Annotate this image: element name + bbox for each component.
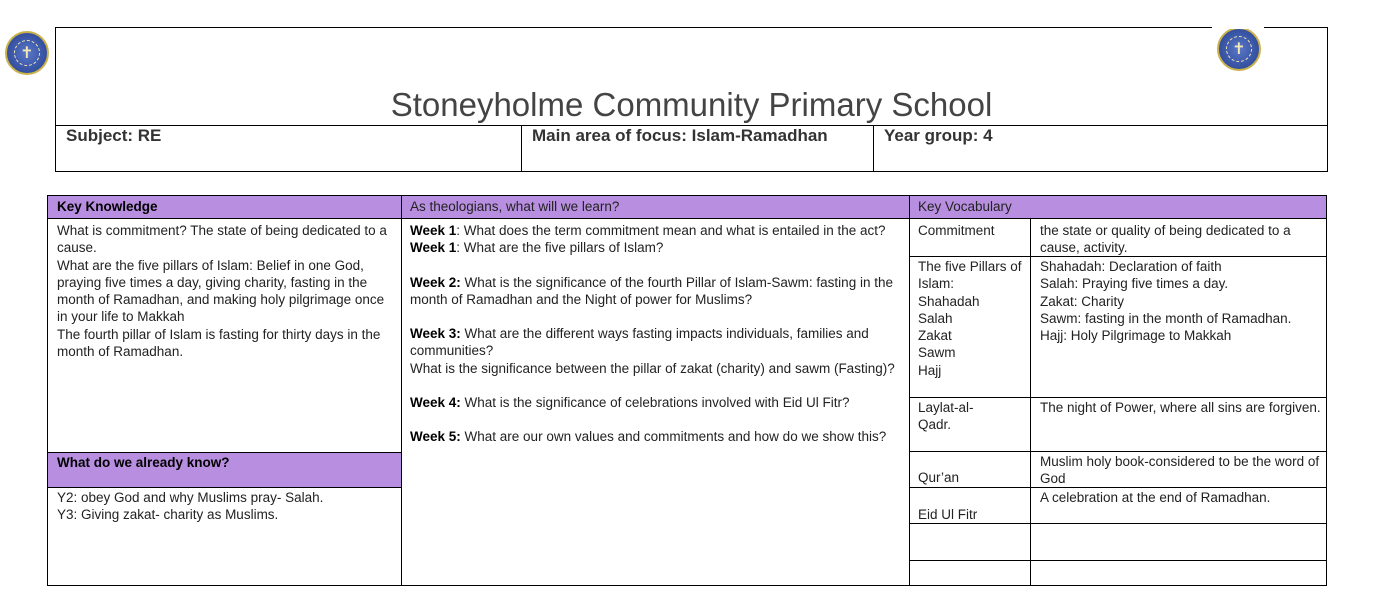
vocab-term: Qur’an [918, 470, 960, 485]
divider [910, 451, 1326, 452]
divider [48, 452, 401, 453]
key-knowledge-line: The fourth pillar of Islam is fasting for thirty days in the month of Ramadhan. [57, 326, 381, 360]
vocab-definition: A celebration at the end of Ramadhan. [1040, 490, 1271, 505]
focus-label: Main area of focus: Islam-Ramadhan [522, 126, 874, 171]
week-label: Week 1 [410, 223, 457, 238]
learn-heading: As theologians, what will we learn? [410, 199, 620, 214]
header-info-row [56, 125, 1327, 171]
divider [48, 487, 401, 488]
week-label: Week 5: [410, 429, 461, 445]
learn-question: What is the significance of the fourth Pillar of Islam-Sawm: fasting in the month of Ramadhan and the Night of power for Muslims? [410, 274, 893, 307]
learn-question: What is the significance between the pillar of zakat (charity) and sawm (Fasting)? [410, 360, 895, 376]
learn-item [410, 222, 900, 239]
vocab-definition: The night of Power, where all sins are forgiven. [1040, 400, 1321, 415]
already-know-body [57, 489, 397, 524]
vocab-term: Commitment [918, 223, 995, 238]
already-know-line: Y2: obey God and why Muslims pray- Salah. [57, 490, 324, 505]
divider [48, 218, 1326, 219]
week-label: Week 3: [410, 326, 461, 342]
divider [909, 196, 910, 585]
learn-question: : What does the term commitment mean and what is entailed in the act? [456, 223, 886, 238]
week-label: Week 1 [410, 240, 457, 256]
learn-question: : What are the five pillars of Islam? [456, 240, 664, 256]
vocab-definition: Shahadah: Declaration of faith Salah: Praying five times a day. Zakat: Charity Sawm: fasting in the month of Ramadhan. Hajj: Holy Pilgrimage to Makkah [1040, 259, 1292, 344]
week-label: Week 2: [410, 274, 461, 290]
vocab-term: Eid Ul Fitr [918, 507, 978, 522]
learn-item [410, 325, 900, 360]
vocabulary-heading: Key Vocabulary [918, 199, 1012, 214]
spacer [410, 308, 900, 325]
key-knowledge-body [57, 222, 397, 360]
vocab-definition: the state or quality of being dedicated to a cause, activity. [1040, 223, 1291, 256]
learn-item [410, 274, 900, 309]
spacer [410, 411, 900, 428]
subject-label: Subject: RE [56, 126, 522, 171]
spacer [410, 377, 900, 394]
learn-question: What is the significance of celebrations involved with Eid Ul Fitr? [460, 395, 850, 411]
learn-item [410, 394, 900, 411]
learn-item [410, 239, 900, 256]
spacer [410, 257, 900, 274]
header-border-gap [1212, 25, 1264, 29]
cross-icon: ✝ [20, 43, 34, 62]
planning-grid [47, 195, 1327, 586]
key-knowledge-line: What are the five pillars of Islam: Belief in one God, praying five times a day, giving charity, fasting in the month of Ramadhan, and making holy pilgrimage once in your life to Makkah [57, 257, 385, 325]
divider [910, 397, 1326, 398]
vocab-term: Laylat-al-Qadr. [918, 400, 974, 433]
divider [910, 560, 1326, 561]
year-group-label: Year group: 4 [884, 126, 993, 145]
week-label: Week 4: [410, 395, 461, 411]
vocab-term: The five Pillars of Islam: Shahadah Salah Zakat Sawm Hajj [918, 259, 1022, 378]
cross-icon: ✝ [1232, 39, 1246, 58]
learn-body [410, 222, 900, 446]
learn-question: What are our own values and commitments and how do we show this? [460, 429, 887, 445]
school-logo-left [5, 31, 49, 75]
already-know-heading: What do we already know? [57, 455, 230, 470]
learn-item [410, 360, 900, 377]
learn-question: What are the different ways fasting impacts individuals, families and communities? [410, 326, 869, 359]
learn-item [410, 428, 900, 445]
vocab-definition: Muslim holy book-considered to be the word of God [1040, 454, 1320, 487]
divider [1030, 218, 1031, 585]
header-box [55, 27, 1328, 172]
divider [401, 196, 402, 585]
key-knowledge-line: What is commitment? The state of being dedicated to a cause. [57, 223, 387, 256]
school-name: Stoneyholme Community Primary School [390, 86, 993, 123]
already-know-line: Y3: Giving zakat- charity as Muslims. [57, 507, 279, 523]
key-knowledge-heading: Key Knowledge [57, 199, 158, 214]
